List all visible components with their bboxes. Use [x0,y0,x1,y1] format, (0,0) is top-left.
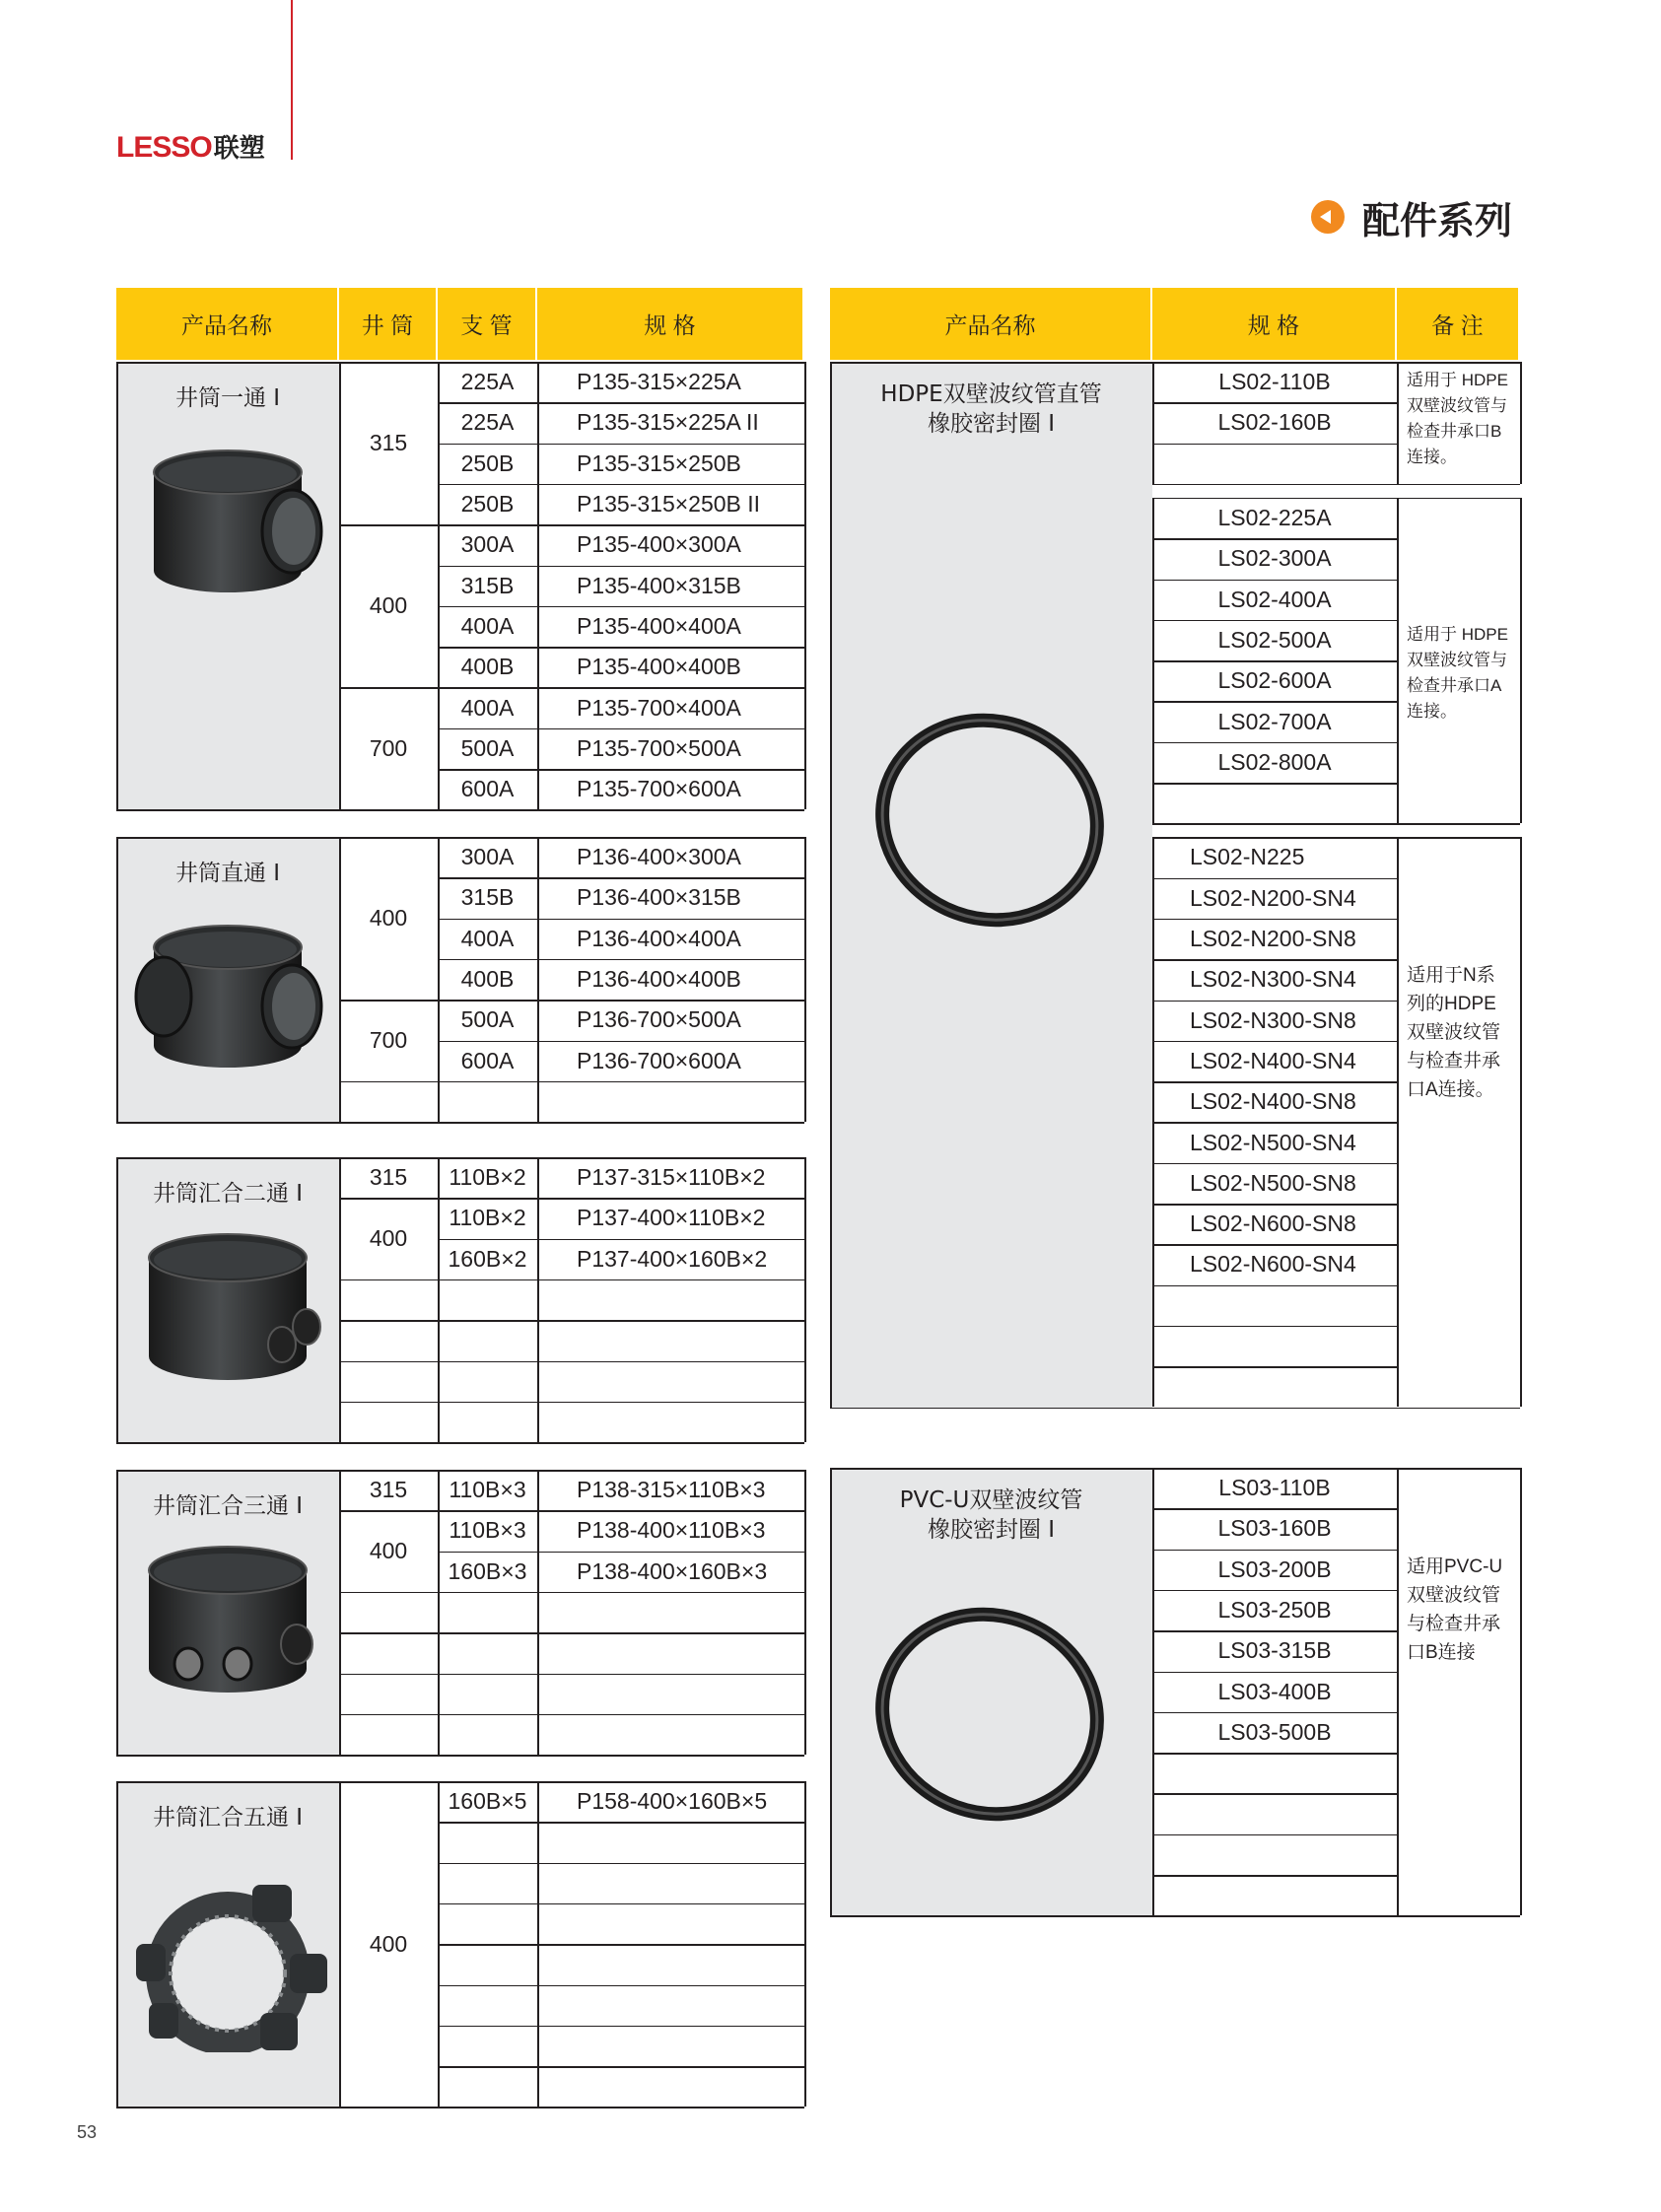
branch-value [438,1822,537,1862]
seal-spec-value: LS03-200B [1217,1555,1332,1582]
branch-value [438,1714,537,1755]
spec-value [537,1674,804,1714]
branch-value: 225A [460,409,515,436]
spec-value: P136-400×315B [577,884,741,911]
spec-value: P138-315×110B×3 [577,1477,766,1503]
branch-value [438,1402,537,1442]
seal-spec-value: LS02-N225 [1190,844,1305,870]
spec-value: P135-315×225A II [577,409,759,436]
product-name: 井筒直通 I [174,861,281,886]
spec-value [537,1279,804,1320]
shaft-value: 700 [369,1026,408,1053]
spec-value [537,1402,804,1442]
product-cell-4 [116,1781,339,2107]
spec-value [537,1592,804,1632]
seal-spec-value [1152,1875,1397,1915]
group-top-border [830,362,1152,364]
brand-latin: LESSO [116,131,212,164]
group-bottom-border [116,1442,804,1444]
seal-spec-value [1152,783,1397,823]
seal-note: 适用于 HDPE双壁波纹管与检查井承口B连接。 [1407,371,1508,466]
spec-value [537,1822,804,1862]
section-bottom-border [1152,484,1520,486]
shaft-value [339,1714,438,1755]
seal-spec-value: LS02-800A [1217,748,1332,775]
seal-spec-value: LS03-160B [1217,1515,1332,1542]
seal-spec-value: LS02-500A [1217,626,1332,653]
shaft-value: 400 [369,905,408,932]
group-right-border [804,1157,806,1442]
seal-spec-value [1152,1285,1397,1326]
seal-spec-value: LS03-500B [1217,1718,1332,1745]
branch-value [438,1944,537,1984]
branch-value: 160B×2 [448,1245,527,1272]
spec-value: P135-315×250B [577,449,741,476]
shaft-value [339,1674,438,1714]
product-cell-3 [116,1470,339,1755]
spec-value [537,2066,804,2107]
seal-spec-value: LS02-N400-SN8 [1190,1088,1356,1115]
three-way-confluence-image [134,1541,331,1718]
spec-value [537,1320,804,1360]
shaft-value [339,1402,438,1442]
right-header-1: 规 格 [1152,288,1395,360]
seal-spec-value: LS02-N600-SN4 [1190,1251,1356,1278]
spec-value: P135-400×315B [577,572,741,598]
spec-value: P135-700×400A [577,694,741,721]
group-left-border [116,1157,118,1442]
branch-value: 600A [460,1047,515,1073]
spec-value: P137-315×110B×2 [577,1164,766,1191]
seal-product-cell-1 [830,1468,1152,1915]
spec-value: P135-400×400A [577,612,741,639]
seal-product-name: HDPE双壁波纹管直管 [880,381,1102,407]
group-right-border [1520,498,1522,823]
shaft-value [339,1279,438,1320]
branch-value [438,1081,537,1122]
seal-product-cell-0 [830,362,1152,1408]
branch-value: 315B [460,572,515,598]
branch-value: 110B×2 [449,1205,526,1231]
branch-value: 160B×5 [448,1788,527,1815]
spec-value: P137-400×110B×2 [577,1205,766,1231]
seal-note: 适用PVC-U双壁波纹管与检查井承口B连接 [1407,1556,1503,1663]
product-name: 井筒一通 I [174,385,281,411]
seal-product-name: 橡胶密封圈 I [927,1517,1056,1543]
branch-value: 500A [460,1006,515,1033]
shaft-value: 700 [369,734,408,761]
spec-value: P136-700×500A [577,1006,741,1033]
group-right-border [1520,837,1522,1407]
branch-value: 400A [460,925,515,951]
shaft-value: 315 [369,1164,408,1191]
spec-value: P136-400×300A [577,844,741,870]
spec-value [537,1632,804,1673]
left-header-3: 规 格 [537,288,802,360]
spec-value: P135-700×600A [577,776,741,802]
branch-value: 500A [460,734,515,761]
right-header-2: 备 注 [1397,288,1518,360]
arrow-left-icon [1311,200,1345,234]
tee-junction-pipe-image [134,433,331,610]
group-bottom-border [830,1408,1152,1410]
branch-value: 225A [460,369,515,395]
group-left-border [830,362,832,1408]
shaft-value: 400 [369,1225,408,1252]
section-title: 配件系列 [1362,198,1513,242]
branch-value [438,1903,537,1944]
spec-value [537,1081,804,1122]
branch-value: 300A [460,531,515,558]
seal-spec-value: LS02-N600-SN8 [1190,1210,1356,1237]
spec-value [537,1863,804,1903]
shaft-value: 315 [369,1477,408,1503]
group-right-border [804,1781,806,2107]
seal-note: 适用于N系列的HDPE双壁波纹管与检查井承口A连接。 [1407,965,1501,1101]
group-right-border [1520,362,1522,484]
branch-value: 400B [460,966,515,993]
product-name: 井筒汇合二通 I [152,1181,304,1207]
group-bottom-border [116,2107,804,2108]
group-right-border [804,362,806,809]
seal-product-name: PVC-U双壁波纹管 [899,1487,1083,1513]
branch-value: 400B [460,654,515,680]
spec-value: P135-400×400B [577,654,741,680]
group-bottom-border [116,1755,804,1757]
seal-spec-value: LS02-N500-SN8 [1190,1169,1356,1196]
group-bottom-border [830,1915,1152,1917]
shaft-value [339,1320,438,1360]
group-right-border [804,1470,806,1755]
branch-value: 400A [460,694,515,721]
branch-value: 250B [460,449,515,476]
seal-spec-value: LS02-N200-SN8 [1190,926,1356,952]
spec-value: P135-700×500A [577,734,741,761]
shaft-value: 400 [369,1538,408,1564]
seal-spec-value: LS02-N400-SN4 [1190,1047,1356,1073]
shaft-value: 400 [369,592,408,619]
shaft-value: 315 [369,430,408,456]
branch-value: 110B×2 [449,1164,526,1191]
shaft-value [339,1592,438,1632]
product-name: 井筒汇合五通 I [152,1805,304,1831]
spec-value [537,1903,804,1944]
seal-spec-value: LS02-160B [1217,409,1332,436]
rubber-seal-ring-image [871,1606,1108,1823]
spec-value [537,2026,804,2066]
spec-value: P135-315×225A [577,369,741,395]
group-left-border [116,362,118,809]
brand-logo [116,128,265,164]
spec-value: P138-400×110B×3 [577,1517,766,1544]
group-bottom-border [116,809,804,811]
branch-value: 110B×3 [449,1517,526,1544]
seal-spec-value [1152,444,1397,484]
shaft-value [339,1361,438,1402]
product-cell-2 [116,1157,339,1442]
branch-value: 400A [460,612,515,639]
seal-product-name: 橡胶密封圈 I [927,411,1056,437]
seal-spec-value: LS03-110B [1218,1475,1331,1501]
branch-value [438,1592,537,1632]
shaft-value [339,1081,438,1122]
branch-value [438,1985,537,2026]
seal-spec-value: LS02-300A [1217,545,1332,572]
right-header-0: 产品名称 [830,288,1150,360]
left-header-1: 井 筒 [339,288,436,360]
spec-value [537,1714,804,1755]
branch-value [438,2026,537,2066]
branch-value [438,1632,537,1673]
seal-spec-value: LS02-400A [1217,586,1332,612]
seal-spec-value: LS02-N500-SN4 [1190,1129,1356,1155]
product-cell-1 [116,837,339,1122]
spec-value: P137-400×160B×2 [577,1245,768,1272]
spec-value: P138-400×160B×3 [577,1557,768,1584]
straight-through-pipe-image [134,908,331,1085]
shaft-value: 400 [369,1930,408,1957]
page-number: 53 [77,2122,98,2142]
branch-value [438,1361,537,1402]
branch-value [438,1320,537,1360]
section-heading [1311,192,1512,242]
branch-value: 110B×3 [449,1477,526,1503]
spec-value [537,1985,804,2026]
five-way-confluence-image [134,1875,331,2052]
spec-value: P135-400×300A [577,531,741,558]
two-way-confluence-image [134,1228,331,1406]
group-left-border [116,1781,118,2107]
branch-value [438,1279,537,1320]
rubber-seal-ring-image [871,712,1108,929]
spec-value [537,1944,804,1984]
branch-value: 600A [460,776,515,802]
group-left-border [830,1468,832,1915]
branch-value: 250B [460,491,515,518]
shaft-value [339,1632,438,1673]
spec-value: P136-700×600A [577,1047,741,1073]
header-red-line [291,0,293,160]
seal-spec-value: LS02-N300-SN8 [1190,1006,1356,1033]
seal-spec-value: LS03-315B [1217,1637,1332,1664]
branch-value: 160B×3 [448,1557,527,1584]
brand-chinese: 联塑 [213,134,265,164]
seal-spec-value: LS02-700A [1217,708,1332,734]
group-left-border [116,837,118,1122]
group-left-border [116,1470,118,1755]
group-top-border [830,1468,1152,1470]
group-right-border [1520,1468,1522,1915]
group-bottom-border [116,1122,804,1124]
spec-value: P136-400×400A [577,925,741,951]
seal-spec-value: LS02-600A [1217,667,1332,694]
seal-spec-value: LS02-225A [1217,505,1332,531]
left-header-0: 产品名称 [116,288,337,360]
seal-spec-value [1152,1793,1397,1833]
branch-value [438,1863,537,1903]
product-cell-0 [116,362,339,809]
seal-spec-value [1152,1366,1397,1407]
branch-value: 300A [460,844,515,870]
seal-spec-value: LS03-250B [1217,1597,1332,1624]
seal-spec-value: LS02-N300-SN4 [1190,966,1356,993]
seal-spec-value: LS02-110B [1218,369,1331,395]
seal-spec-value [1152,1834,1397,1875]
spec-value: P158-400×160B×5 [577,1788,768,1815]
seal-spec-value [1152,1326,1397,1366]
seal-spec-value: LS03-400B [1217,1678,1332,1704]
group-right-border [804,837,806,1122]
spec-value: P135-315×250B II [577,491,761,518]
branch-value [438,1674,537,1714]
branch-value [438,2066,537,2107]
branch-value: 315B [460,884,515,911]
spec-value: P136-400×400B [577,966,741,993]
spec-value [537,1361,804,1402]
seal-note: 适用于 HDPE双壁波纹管与检查井承口A连接。 [1407,624,1508,721]
left-header-2: 支 管 [438,288,535,360]
seal-spec-value: LS02-N200-SN4 [1190,884,1356,911]
seal-spec-value [1152,1753,1397,1793]
product-name: 井筒汇合三通 I [152,1493,304,1519]
